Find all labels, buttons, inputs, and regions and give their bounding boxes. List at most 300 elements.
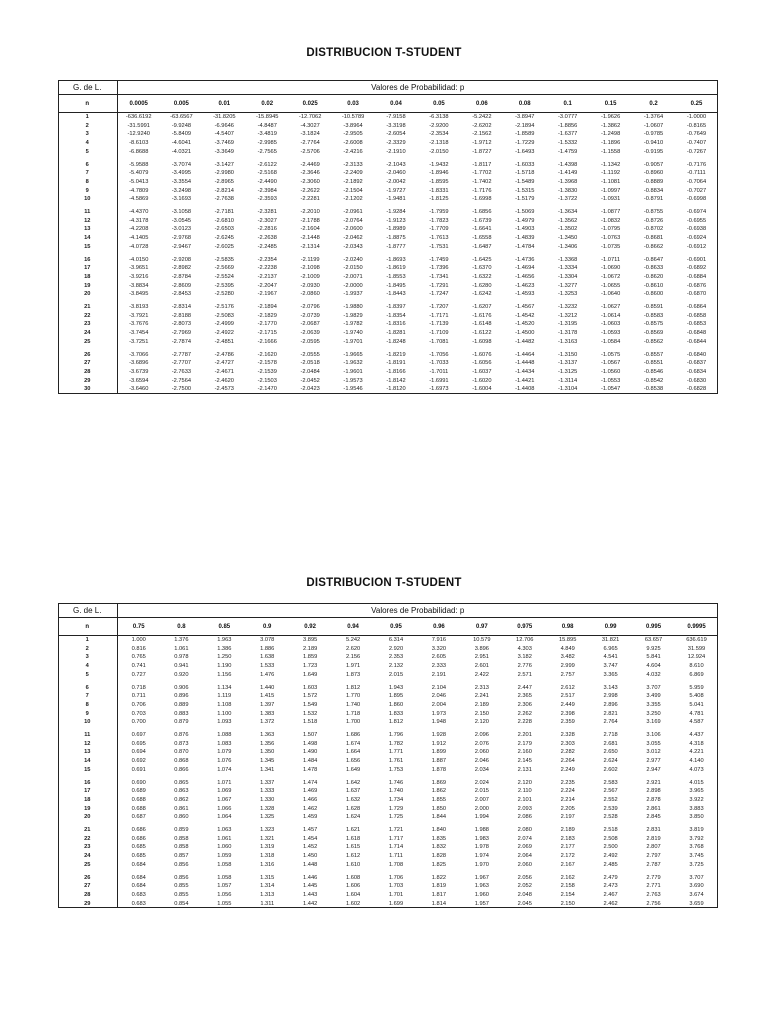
table1-value-cell: -1.8495 — [386, 282, 406, 289]
table2-value-cell: 2.920 — [388, 645, 404, 652]
table1-value-cell: -1.4520 — [515, 321, 535, 328]
table1-value-cell: -3.1693 — [171, 196, 192, 203]
table2-table-row — [58, 701, 718, 710]
table2-value-cell: 2.162 — [560, 874, 575, 881]
table1-value-cell: -1.9727 — [386, 187, 406, 194]
table2-df-cell: 19 — [58, 805, 117, 814]
table1-table-row — [58, 243, 718, 252]
table1-df-cell: 5 — [58, 148, 117, 157]
table1-value-cell: -1.4421 — [515, 377, 535, 384]
table1-df-cell: 26 — [58, 347, 117, 360]
table2-value-cell: 1.723 — [303, 663, 318, 670]
table2-value-cell: 2.764 — [603, 719, 618, 726]
table1-value-cell: -2.1910 — [386, 148, 406, 155]
table1-value-cell: -1.3450 — [558, 235, 578, 242]
table2-value-cell: 4.015 — [689, 779, 704, 786]
table2-value-cell: 1.878 — [431, 766, 447, 773]
table2-value-cell: 1.507 — [303, 732, 318, 739]
table2-value-cell: 1.873 — [345, 671, 361, 678]
table2-df-cell: 13 — [58, 748, 117, 757]
table2-value-cell: 2.756 — [646, 900, 661, 907]
table1-value-cell: -1.3764 — [643, 114, 664, 120]
table1-value-cell: -1.8443 — [386, 291, 406, 298]
table1-value-cell: -1.0655 — [600, 282, 621, 289]
table1-value-cell: -0.8551 — [643, 360, 664, 367]
table2-value-cell: 0.684 — [131, 874, 146, 881]
table1-value-cell: -1.7139 — [429, 321, 449, 328]
table1-value-cell: -1.0735 — [600, 243, 621, 250]
table1-df-cell: 25 — [58, 338, 117, 347]
table1-value-cell: -1.3178 — [558, 330, 578, 337]
table2-value-cell: 1.746 — [388, 779, 404, 786]
table1-value-cell: -1.8595 — [429, 178, 449, 185]
table2-value-cell: 3.965 — [689, 788, 704, 795]
table1-value-cell: -3.3649 — [214, 148, 234, 155]
table2-value-cell: 3.674 — [689, 891, 704, 898]
table1-p-row — [58, 95, 718, 113]
table1-df-cell: 12 — [58, 217, 117, 226]
table2-value-cell: 2.158 — [560, 883, 575, 890]
table1-df-cell: 24 — [58, 329, 117, 338]
table1-value-cell: -2.8314 — [171, 304, 192, 311]
table1-value-cell: -2.2816 — [257, 226, 277, 233]
table1-value-cell: -3.0123 — [171, 226, 192, 233]
table2-value-cell: 1.771 — [388, 749, 404, 756]
table1-value-cell: -0.8702 — [643, 226, 664, 233]
table1-value-cell: -1.3502 — [558, 226, 578, 233]
table2-value-cell: 0.889 — [174, 701, 189, 708]
table2-df-cell: 8 — [58, 701, 117, 710]
table1-value-cell: -2.5706 — [300, 148, 320, 155]
table1-value-cell: -2.1894 — [515, 122, 535, 129]
table2-value-cell: 3.745 — [689, 853, 704, 860]
table2-value-cell: 1.967 — [474, 874, 489, 881]
table1-value-cell: -1.6148 — [472, 321, 492, 328]
table2-df-cell: 11 — [58, 727, 117, 740]
table1-value-cell: -2.1666 — [257, 338, 277, 345]
table1-value-cell: -2.3133 — [343, 161, 363, 168]
table1-value-cell: -1.8316 — [386, 321, 406, 328]
table2-value-cell: 1.624 — [345, 814, 361, 821]
table2-value-cell: 2.999 — [560, 663, 575, 670]
table2-value-cell: 2.074 — [517, 835, 532, 842]
table1-df-cell: 7 — [58, 169, 117, 178]
table1-value-cell: -1.7823 — [429, 217, 449, 224]
table1-value-cell: -2.1202 — [343, 196, 363, 203]
table2-value-cell: 1.649 — [345, 766, 361, 773]
table1-value-cell: -2.0462 — [343, 235, 363, 242]
table1-value-cell: -3.0545 — [171, 217, 192, 224]
table2-value-cell: 3.850 — [689, 814, 704, 821]
table2-value-cell: 0.861 — [174, 805, 189, 812]
table1-table-row — [58, 195, 718, 204]
table1-table-row — [58, 264, 718, 273]
table2-value-cell: 2.947 — [646, 766, 661, 773]
table2-table-row — [58, 787, 718, 796]
table1-value-cell: -2.8982 — [171, 265, 192, 272]
table1-value-cell: -3.9651 — [129, 265, 149, 272]
table2-value-cell: 1.057 — [217, 883, 232, 890]
table1-value-cell: -1.8331 — [429, 187, 449, 194]
table1-value-cell: -1.3277 — [558, 282, 578, 289]
table2-value-cell: 2.951 — [474, 654, 489, 661]
table2-df-cell: 28 — [58, 891, 117, 900]
table1-value-cell: -0.8755 — [643, 209, 664, 216]
table2-table-row — [58, 718, 718, 727]
table1-value-cell: -1.6004 — [472, 386, 492, 393]
table2-df-cell: 2 — [58, 645, 117, 654]
table1-value-cell: -0.8647 — [643, 256, 664, 263]
table2-value-cell: 1.345 — [260, 758, 275, 765]
table2-value-cell: 2.249 — [560, 766, 575, 773]
table1-value-cell: -2.8188 — [171, 312, 192, 319]
table2-table-row — [58, 636, 718, 645]
table2-value-cell: 0.816 — [131, 645, 146, 652]
table1-value-cell: -3.1427 — [214, 161, 234, 168]
table1-value-cell: -1.3125 — [558, 368, 578, 375]
table2-value-cell: 0.873 — [174, 740, 189, 747]
table1-value-cell: -2.0796 — [300, 304, 320, 311]
table2-value-cell: 1.466 — [303, 796, 318, 803]
table2-value-cell: 5.408 — [689, 693, 704, 700]
table2-value-cell: 31.599 — [687, 645, 706, 652]
table2-value-cell: 1.350 — [260, 749, 275, 756]
table1-p-value: 0.025 — [289, 95, 332, 113]
table2-value-cell: 2.422 — [474, 671, 489, 678]
table2-value-cell: 0.862 — [174, 796, 189, 803]
table1-value-cell: -2.3534 — [429, 131, 449, 138]
table2-value-cell: 1.983 — [474, 835, 489, 842]
table1-value-cell: -0.6853 — [686, 321, 707, 328]
table1-table-row — [58, 347, 718, 360]
table1-value-cell: -0.8583 — [643, 312, 664, 319]
table2-value-cell: 1.828 — [431, 853, 447, 860]
table2-value-cell: 1.943 — [388, 684, 404, 691]
table1-value-cell: -4.0321 — [171, 148, 192, 155]
table2-value-cell: 1.761 — [388, 758, 404, 765]
table2-p-value: 0.94 — [332, 618, 375, 636]
table1-value-cell: -2.9985 — [257, 140, 277, 147]
table2-value-cell: 1.886 — [260, 645, 275, 652]
table1-value-cell: -0.6876 — [686, 282, 707, 289]
table1-table-row — [58, 187, 718, 196]
table1-value-cell: -2.0071 — [343, 273, 363, 280]
table1-value-cell: -1.0795 — [600, 226, 621, 233]
table2-value-cell: 2.878 — [646, 796, 661, 803]
table1-value-cell: -1.9880 — [343, 304, 363, 311]
table1-value-cell: -1.9740 — [343, 330, 363, 337]
table2-value-cell: 1.372 — [260, 719, 275, 726]
table1-table-row — [58, 169, 718, 178]
table2-df-cell: 21 — [58, 822, 117, 835]
table1-p-value: 0.08 — [503, 95, 546, 113]
table2-value-cell: 1.895 — [388, 693, 404, 700]
table1-value-cell: -1.9481 — [386, 196, 406, 203]
table1-value-cell: -2.2638 — [257, 235, 277, 242]
table2-p-row — [58, 618, 718, 636]
table2-p-value: 0.99 — [589, 618, 632, 636]
table1-value-cell: -1.9782 — [343, 321, 363, 328]
table2-value-cell: 2.080 — [517, 827, 532, 834]
table1-value-cell: -2.2010 — [300, 209, 320, 216]
table2-value-cell: 2.306 — [517, 701, 532, 708]
table1-value-cell: -0.8562 — [643, 338, 664, 345]
table1-value-cell: -2.1562 — [472, 131, 492, 138]
table1-value-cell: -2.6008 — [343, 140, 363, 147]
table1-value-cell: -2.5083 — [214, 312, 234, 319]
table2-df-cell: 23 — [58, 843, 117, 852]
table1-value-cell: -0.8542 — [643, 377, 664, 384]
table2-value-cell: 2.518 — [603, 827, 618, 834]
table2-df-cell: 26 — [58, 870, 117, 883]
table2-df-cell: 20 — [58, 813, 117, 822]
table2-value-cell: 1.318 — [260, 853, 275, 860]
table2-value-cell: 1.448 — [303, 861, 318, 868]
table2-value-cell: 2.807 — [646, 844, 661, 851]
table1-df-cell: 30 — [58, 385, 117, 394]
table1-value-cell: -0.7111 — [687, 170, 706, 177]
table1-value-cell: -2.1829 — [257, 312, 277, 319]
table1-value-cell: -2.2137 — [257, 273, 277, 280]
table1-value-cell: -1.6856 — [472, 209, 492, 216]
table2-table-row — [58, 843, 718, 852]
table2-value-cell: 1.899 — [431, 749, 447, 756]
table1-value-cell: -1.3195 — [558, 321, 578, 328]
table1-value-cell: -0.6828 — [686, 386, 707, 393]
table1-df-cell: 17 — [58, 264, 117, 273]
table1-value-cell: -0.8569 — [643, 330, 664, 337]
table2-value-cell: 1.770 — [345, 693, 361, 700]
table2-value-cell: 0.687 — [131, 814, 146, 821]
table2-value-cell: 1.606 — [345, 883, 361, 890]
table2-value-cell: 0.896 — [174, 693, 189, 700]
table1-table-row — [58, 377, 718, 386]
table2-value-cell: 0.859 — [174, 827, 189, 834]
table2-value-cell: 2.189 — [560, 827, 575, 834]
table1-value-cell: -1.6370 — [472, 265, 492, 272]
table1-value-cell: -1.5069 — [515, 209, 535, 216]
table1-value-cell: -1.1081 — [600, 178, 621, 185]
table1-value-cell: -2.1604 — [300, 226, 320, 233]
table2-value-cell: 0.866 — [174, 766, 189, 773]
table1-value-cell: -0.8960 — [643, 170, 664, 177]
table2-value-cell: 1.674 — [345, 740, 361, 747]
table1-value-cell: -2.0150 — [343, 265, 363, 272]
table2-value-cell: 1.860 — [388, 701, 404, 708]
table2-value-cell: 3.106 — [646, 732, 661, 739]
table1-value-cell: -0.8662 — [643, 243, 664, 250]
table2-value-cell: 2.145 — [517, 758, 532, 765]
table1-value-cell: -1.4694 — [515, 265, 535, 272]
table2-value-cell: 0.978 — [174, 654, 189, 661]
table1-p-value: 0.1 — [546, 95, 589, 113]
table2-value-cell: 1.443 — [303, 891, 318, 898]
table1-value-cell: -5.9588 — [129, 161, 149, 168]
table1-value-cell: -2.1894 — [257, 304, 277, 311]
table1-p-value: 0.005 — [160, 95, 203, 113]
table1-value-cell: -1.4448 — [515, 360, 535, 367]
table1-df-cell: 27 — [58, 359, 117, 368]
table2-value-cell: 636.619 — [686, 637, 707, 643]
table1-value-cell: -1.0553 — [600, 377, 621, 384]
table2-value-cell: 1.833 — [388, 710, 404, 717]
table1-value-cell: -1.9712 — [472, 140, 492, 147]
table1-gl-header: G. de L. — [58, 80, 117, 95]
table2-value-cell: 1.100 — [217, 710, 232, 717]
table1-value-cell: -1.0627 — [600, 304, 621, 311]
table2-p-value: 0.98 — [546, 618, 589, 636]
table1-value-cell: -0.6830 — [686, 377, 707, 384]
table2-p-value: 0.75 — [117, 618, 160, 636]
table2-value-cell: 1.059 — [217, 853, 232, 860]
table2-table-row — [58, 852, 718, 861]
table2-value-cell: 1.615 — [345, 844, 361, 851]
table2-value-cell: 1.686 — [345, 732, 361, 739]
table2-value-cell: 1.476 — [260, 671, 275, 678]
table1-value-cell: -0.6864 — [686, 304, 707, 311]
table1-value-cell: -2.0000 — [343, 282, 363, 289]
table2-value-cell: 1.835 — [431, 835, 447, 842]
table2-value-cell: 3.143 — [603, 684, 618, 691]
table2-value-cell: 0.685 — [131, 853, 146, 860]
table1-value-cell: -0.9195 — [643, 148, 664, 155]
table1-value-cell: -1.6991 — [429, 377, 449, 384]
table2-df-cell: 15 — [58, 766, 117, 775]
table1-value-cell: -1.4500 — [515, 330, 535, 337]
table2-value-cell: 5.242 — [345, 637, 361, 643]
table2-value-cell: 2.771 — [646, 883, 661, 890]
table2-value-cell: 2.539 — [603, 805, 618, 812]
table1-table-row — [58, 312, 718, 321]
table2-value-cell: 1.978 — [474, 844, 489, 851]
table2-value-cell: 1.844 — [431, 814, 447, 821]
table2-value-cell: 2.262 — [517, 710, 532, 717]
table2-value-cell: 1.963 — [217, 637, 232, 643]
table2-value-cell: 2.046 — [431, 693, 447, 700]
table2-value-cell: 2.787 — [646, 861, 661, 868]
table2-value-cell: 2.120 — [474, 719, 489, 726]
table1-value-cell: -2.3593 — [257, 196, 277, 203]
table2-value-cell: 2.328 — [560, 732, 575, 739]
table2-value-cell: 2.485 — [603, 861, 618, 868]
table1-value-cell: -1.7109 — [429, 330, 449, 337]
table2-value-cell: 1.119 — [217, 693, 232, 700]
table2-table-row — [58, 822, 718, 835]
table1-value-cell: -2.6122 — [257, 161, 277, 168]
table1-value-cell: -5.8409 — [171, 131, 192, 138]
table2-value-cell: 2.000 — [474, 805, 489, 812]
table2-header-row — [58, 603, 718, 618]
table2-value-cell: 2.264 — [560, 758, 575, 765]
table2-value-cell: 4.221 — [689, 749, 704, 756]
table2-value-cell: 2.189 — [474, 701, 489, 708]
table1-value-cell: -0.6858 — [686, 312, 707, 319]
table2-value-cell: 2.449 — [560, 701, 575, 708]
table2-value-cell: 0.683 — [131, 900, 146, 907]
table2-value-cell: 0.688 — [131, 796, 146, 803]
table2-df-cell: 5 — [58, 671, 117, 680]
table2-value-cell: 2.045 — [517, 900, 532, 907]
table2-value-cell: 1.869 — [431, 779, 447, 786]
table2-value-cell: 2.624 — [603, 758, 618, 765]
table2-value-cell: 2.763 — [646, 891, 661, 898]
table2-value-cell: 0.700 — [131, 719, 146, 726]
table2-table-row — [58, 861, 718, 870]
table2-value-cell: 2.333 — [431, 663, 447, 670]
table1-value-cell: -3.7074 — [171, 161, 192, 168]
table1-value-cell: -2.5524 — [214, 273, 234, 280]
table2-value-cell: 5.841 — [646, 654, 661, 661]
table1-p-value: 0.2 — [632, 95, 675, 113]
table1-value-cell: -1.6487 — [472, 243, 492, 250]
table1-table-row — [58, 139, 718, 148]
table1-value-cell: -7.9158 — [386, 114, 406, 120]
table2-value-cell: 2.718 — [603, 732, 618, 739]
table1-value-cell: -31.5991 — [127, 122, 150, 129]
table2-value-cell: 2.757 — [560, 671, 575, 678]
table2-value-cell: 1.912 — [431, 740, 447, 747]
table1-value-cell: -1.8219 — [386, 351, 406, 358]
table1-value-cell: -2.5168 — [257, 170, 277, 177]
table1-value-cell: -2.0687 — [300, 321, 320, 328]
table2-value-cell: 1.478 — [303, 766, 318, 773]
table1-table-row — [58, 225, 718, 234]
table2-value-cell: 2.313 — [474, 684, 489, 691]
table2-p-value: 0.85 — [203, 618, 246, 636]
table2-value-cell: 4.849 — [560, 645, 575, 652]
table2-value-cell: 2.353 — [388, 654, 404, 661]
table1-table-row — [58, 234, 718, 243]
table1-value-cell: -2.5176 — [214, 304, 234, 311]
table2-df-cell: 9 — [58, 710, 117, 719]
table1-value-cell: -0.6840 — [686, 351, 707, 358]
table2-value-cell: 1.440 — [260, 684, 275, 691]
table1-value-cell: -2.7874 — [171, 338, 192, 345]
table2-value-cell: 1.397 — [260, 701, 275, 708]
table1-value-cell: -0.8726 — [643, 217, 664, 224]
table1-table-row — [58, 359, 718, 368]
table1-value-cell: -0.7027 — [686, 187, 707, 194]
table1-table-row — [58, 204, 718, 217]
table1-table-row — [58, 113, 718, 122]
table1-value-cell: -1.0672 — [600, 273, 621, 280]
table1-value-cell: -1.6558 — [472, 235, 492, 242]
table2-value-cell: 6.965 — [603, 645, 618, 652]
table2-value-cell: 1.840 — [431, 827, 447, 834]
table2-value-cell: 2.076 — [474, 740, 489, 747]
table2-value-cell: 1.454 — [303, 835, 318, 842]
table1-df-cell: 9 — [58, 187, 117, 196]
table2-value-cell: 10.579 — [473, 637, 491, 643]
table1-df-cell: 1 — [58, 113, 117, 122]
table1-value-cell: -0.9785 — [643, 131, 664, 138]
table2-value-cell: 1.076 — [217, 758, 232, 765]
table2-value-cell: 2.205 — [560, 805, 575, 812]
table1-p-value: 0.01 — [203, 95, 246, 113]
table2-value-cell: 1.973 — [431, 710, 447, 717]
table2-value-cell: 2.224 — [560, 788, 575, 795]
table1-value-cell: -1.7247 — [429, 291, 449, 298]
table2-value-cell: 1.714 — [388, 844, 404, 851]
table1-value-cell: -2.5395 — [214, 282, 234, 289]
table2-value-cell: 0.689 — [131, 788, 146, 795]
table1-value-cell: -1.6056 — [472, 360, 492, 367]
table2-value-cell: 2.048 — [517, 891, 532, 898]
table1-value-cell: -2.1098 — [300, 265, 320, 272]
table1-p-value: 0.06 — [460, 95, 503, 113]
table1-value-cell: -1.3137 — [558, 360, 578, 367]
table1-value-cell: -1.7459 — [429, 256, 449, 263]
